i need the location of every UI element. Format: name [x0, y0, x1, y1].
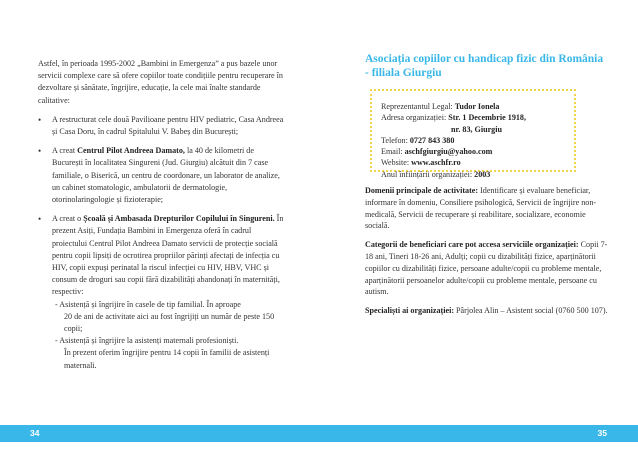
website-value: www.aschfr.ro: [411, 158, 461, 168]
page-number-left: 34: [30, 428, 40, 438]
list-item: • A creat o Școală și Ambasada Drepturilor Copilului în Singureni. În prezent Asiți, Fundația Bambini in Emergenza oferă în cadrul proiectului Centrul Pilot Andreea Damato servicii de protecție socială pentru copii lipsiți de ocrotirea propriilor părinți afectați de infecția cu HIV, copii expuși perinatal la riscul infecției cu HIV, HBV, VHC și consum de droguri sau copii fără dizabilități abandonați în maternități, respectiv: - Asistență și îngrijire în casele de tip familial. În aproape 20 de ani de activitate aici au fost îngrijiți un număr de peste 150 copii; - Asistență și îngrijire la asistenți maternali profesioniști. În prezent oferim îngrijire pentru 14 copii în familii de asistenți maternali.: [38, 213, 284, 372]
specialists-paragraph: Specialiști ai organizației: Pârjolea Alin – Asistent social (0760 500 107).: [365, 306, 608, 316]
sub-item-continued: 20 de ani de activitate aici au fost îngrijiți un număr de peste 150 copii;: [64, 311, 275, 334]
phone-value: 0727 843 380: [409, 135, 455, 145]
list-item: • A creat Centrul Pilot Andreea Damato, la 40 de kilometri de București în localitatea Singureni (Jud. Giurgiu) alcătuit din 7 case familiale, o Biserică, un centru de coordonare, un laborator de analize, un cabinet stomatologic, ambulatorii de dermatologie, otorinolaringologie și fizioterapie;: [38, 145, 284, 206]
representative-name: Tudor Ionela: [454, 102, 500, 111]
sub-item-continued: În prezent oferim îngrijire pentru 14 copii în familii de asistenți maternali.: [64, 348, 270, 370]
list-item: • A restructurat cele două Pavilioane pentru HIV pediatric, Casa Andreea și Casa Doru, în cadrul Spitalului V. Babeș din București;: [38, 114, 284, 138]
page-number-right: 35: [597, 428, 607, 438]
center-name: Centrul Pilot Andreea Damato,: [77, 146, 185, 156]
organization-details: [365, 185, 609, 317]
sub-item: - Asistență și îngrijire în casele de tip familial. În aproape: [55, 299, 241, 309]
email-value: aschfgiurgiu@yahoo.com: [404, 147, 493, 157]
school-name: Școală și Ambasada Drepturilor Copilului în Singureni.: [83, 214, 275, 224]
intro-paragraph: Astfel, în perioada 1995-2002 „Bambini in Emergenza” a pus bazele unor servicii complexe care să ofere copiilor toate condițiile pentru recuperare în dezvoltare și sănătate, îngrijire, educație, la cele mai înalte standarde calitative:: [38, 59, 283, 105]
sub-item: - Asistență și îngrijire la asistenți maternali profesioniști.: [55, 336, 239, 346]
services-list: [38, 114, 284, 372]
beneficiaries-paragraph: Categorii de beneficiari care pot accesa serviciile organizației: Copii 7-18 ani, Tineri 18-26 ani, Adulți; copii cu dizabilități fizice, aparținătorii copiilor cu dizabilități fizice, persoane adulte/copii cu probleme mentale, aparținătorii persoanelor adulte/copii cu probleme mentale, persoane cu autism.: [365, 240, 608, 297]
contact-info-box: Reprezentantul Legal: Tudor Ionela Adresa organizației: Str. 1 Decembrie 1918, nr. 83, Giurgiu Telefon: 0727 843 380 Email: aschfgiurgiu@yahoo.com Website: www.aschfr.ro Anul înființării organizației: 2003: [370, 89, 576, 172]
left-column: [38, 58, 284, 379]
right-column: [365, 53, 609, 324]
domains-paragraph: Domenii principale de activitate: Identificare și evaluare beneficiar, informare în domeniu, Consiliere psihologică, Servicii de îngrijire non-medicală, Servicii de recuperare și reabilitare, socializare, economie socială.: [365, 186, 597, 231]
address-value: Str. 1 Decembrie 1918,: [448, 113, 526, 123]
address-value-continued: nr. 83, Giurgiu: [451, 124, 502, 134]
organization-title: Asociația copiilor cu handicap fizic din România - filiala Giurgiu: [365, 53, 604, 79]
footer-bar: [0, 425, 638, 442]
founding-year-value: 2003: [474, 169, 491, 179]
